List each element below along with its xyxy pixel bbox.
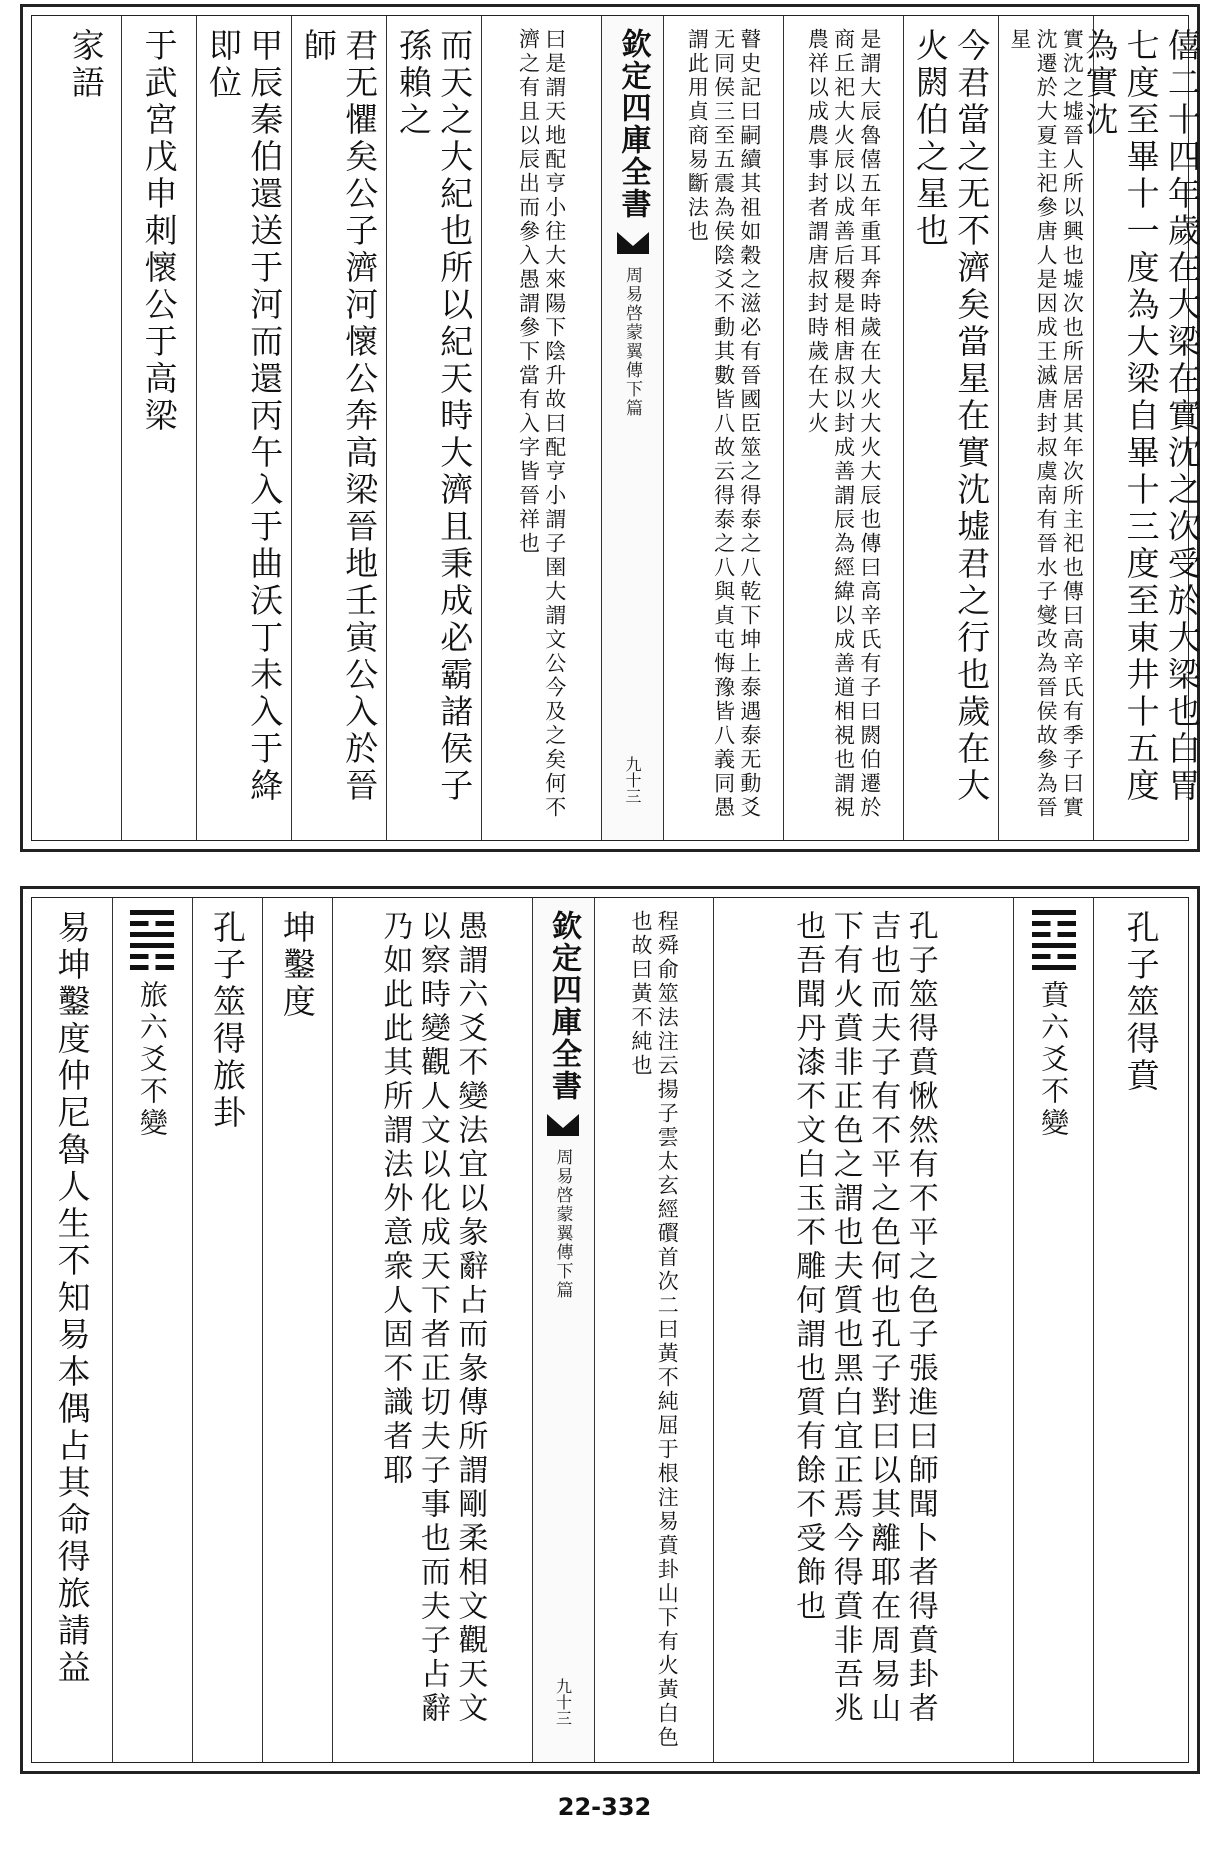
hexagram-line: [1032, 932, 1076, 937]
top-columns: [32, 16, 1202, 840]
hexagram-line: [130, 921, 174, 926]
column-text: 君无懼矣公子濟河懷公奔高梁晉地壬寅公入於晉師: [299, 28, 380, 805]
column-text: 賁六爻不變: [1037, 980, 1071, 1140]
text-column: [192, 898, 262, 1762]
column-text: 易坤鑿度仲尼魯人生不知易本偶占其命得旅請益: [52, 910, 92, 1687]
page-number: 九十三: [553, 1678, 573, 1726]
hexagram-line: [130, 910, 174, 915]
book-title: 周易啓蒙翼傳下篇: [552, 1148, 573, 1300]
column-text: 實沈之墟晉人所以興也墟次也所居居其年次所主祀也傳曰高辛氏有季子曰實沈遷於大夏主祀參唐人是因成王滅唐封叔虞南有晉水子燮改為晉侯故參為晉星: [1007, 28, 1085, 820]
page-number: 九十三: [623, 756, 642, 804]
text-column: [121, 16, 196, 840]
text-column: [713, 898, 1013, 1762]
top-page-frame: [31, 15, 1202, 841]
bottom-page: [20, 886, 1200, 1774]
top-page: [20, 4, 1200, 852]
text-column: [783, 16, 903, 840]
text-column: [594, 898, 714, 1762]
column-text: 瞽史記曰嗣續其祖如穀之滋必有晉國臣筮之得泰之八乾下坤上泰遇泰无動爻无同侯三至五震為侯陰爻不動其數皆八故云得泰之八與貞屯悔豫皆八義同愚謂此用貞商易斷法也: [685, 28, 762, 820]
column-text: 孔子筮得賁愀然有不平之色子張進曰師聞卜者得賁卦者吉也而夫子有不平之色何也孔子對曰以其離耶在周易山下有火賁非正色之謂也夫質也黑白宜正焉今得賁非吾兆也吾聞丹漆不文白玉不雕何謂也質有餘不受飾也: [790, 910, 938, 1726]
hexagram-line: [130, 965, 174, 970]
column-text: 愚謂六爻不變法宜以彖辭占而彖傳所謂剛柔相文觀天文以察時變觀人文以化成天下者正切夫子事也而夫子占辭乃如此此其所謂法外意衆人固不識者耶: [377, 910, 488, 1726]
text-column: [291, 16, 386, 840]
column-text: 是謂大辰魯僖五年重耳奔時歲在大火大火大辰也傳曰高辛氏有子曰閼伯遷於商丘祀大火辰以成善后稷是相唐叔以封成善謂辰為經緯以成善道相視也謂視農祥以成農事封者謂唐叔封時歲在大火: [805, 28, 882, 820]
hexagram-line: [1032, 921, 1076, 926]
text-column: [903, 16, 998, 840]
column-text: 家語: [66, 28, 106, 102]
fish-tail-mark-icon: [547, 1114, 579, 1136]
library-title: 欽定四庫全書: [546, 910, 582, 1102]
hexagram-line: [130, 932, 174, 937]
hexagram-line: [1032, 954, 1076, 959]
text-column: [386, 16, 481, 840]
hexagram-column: [112, 898, 192, 1762]
hexagram-line: [130, 943, 174, 948]
text-column: [262, 898, 332, 1762]
bottom-page-frame: [31, 897, 1189, 1763]
column-text: 旅六爻不變: [135, 980, 169, 1140]
text-column: [1080, 16, 1202, 840]
hexagram-line: [130, 954, 174, 959]
text-column: [332, 898, 532, 1762]
text-column: [196, 16, 291, 840]
hexagram-column: [1013, 898, 1093, 1762]
hexagram-line: [1032, 943, 1076, 948]
hexagram-line: [1032, 965, 1076, 970]
text-column: [32, 898, 112, 1762]
column-text: 而天之大紀也所以紀天時大濟且秉成必霸諸侯子孫賴之: [394, 28, 475, 805]
text-column: [998, 16, 1093, 840]
column-text: 曰是謂天地配亨小往大來陽下陰升故曰配亨小謂子圉大謂文公今及之矣何不濟之有且以辰出而參入愚謂參下當有入字皆晉祥也: [516, 28, 567, 820]
library-title: 欽定四庫全書: [615, 28, 651, 220]
column-text: 程舜俞筮法注云揚子雲太玄經礥首次二曰黃不純屈于根注易賁卦山下有火黃白色也故曰黃不純也: [628, 910, 680, 1750]
text-column: [51, 16, 121, 840]
column-text: 坤鑿度: [277, 910, 317, 1021]
text-column: [1093, 898, 1188, 1762]
hexagram-icon: [1032, 910, 1076, 970]
bottom-columns: [32, 898, 1188, 1762]
column-text: 今君當之无不濟矣當星在實沈墟君之行也歲在大火閼伯之星也: [911, 28, 992, 805]
center-gutter: [601, 16, 663, 840]
column-text: 孔子筮得旅卦: [207, 910, 247, 1132]
text-column: [481, 16, 601, 840]
book-title: 周易啓蒙翼傳下篇: [622, 266, 642, 418]
column-text: 甲辰秦伯還送于河而還丙午入于曲沃丁未入于絳即位: [204, 28, 285, 805]
column-text: 僖二十四年歲在大梁在實沈之次受於大梁也白胃七度至畢十一度為大梁自畢十三度至東井十五度為實沈: [1080, 28, 1202, 805]
fish-tail-mark-icon: [617, 232, 649, 254]
center-gutter: [532, 898, 594, 1762]
column-text: 于武宮戊申刺懷公于高梁: [139, 28, 179, 435]
column-text: 孔子筮得賁: [1121, 910, 1161, 1095]
hexagram-icon: [130, 910, 174, 970]
hexagram-line: [1032, 910, 1076, 915]
text-column: [663, 16, 783, 840]
volume-page-footer: 22-332: [557, 1793, 652, 1821]
